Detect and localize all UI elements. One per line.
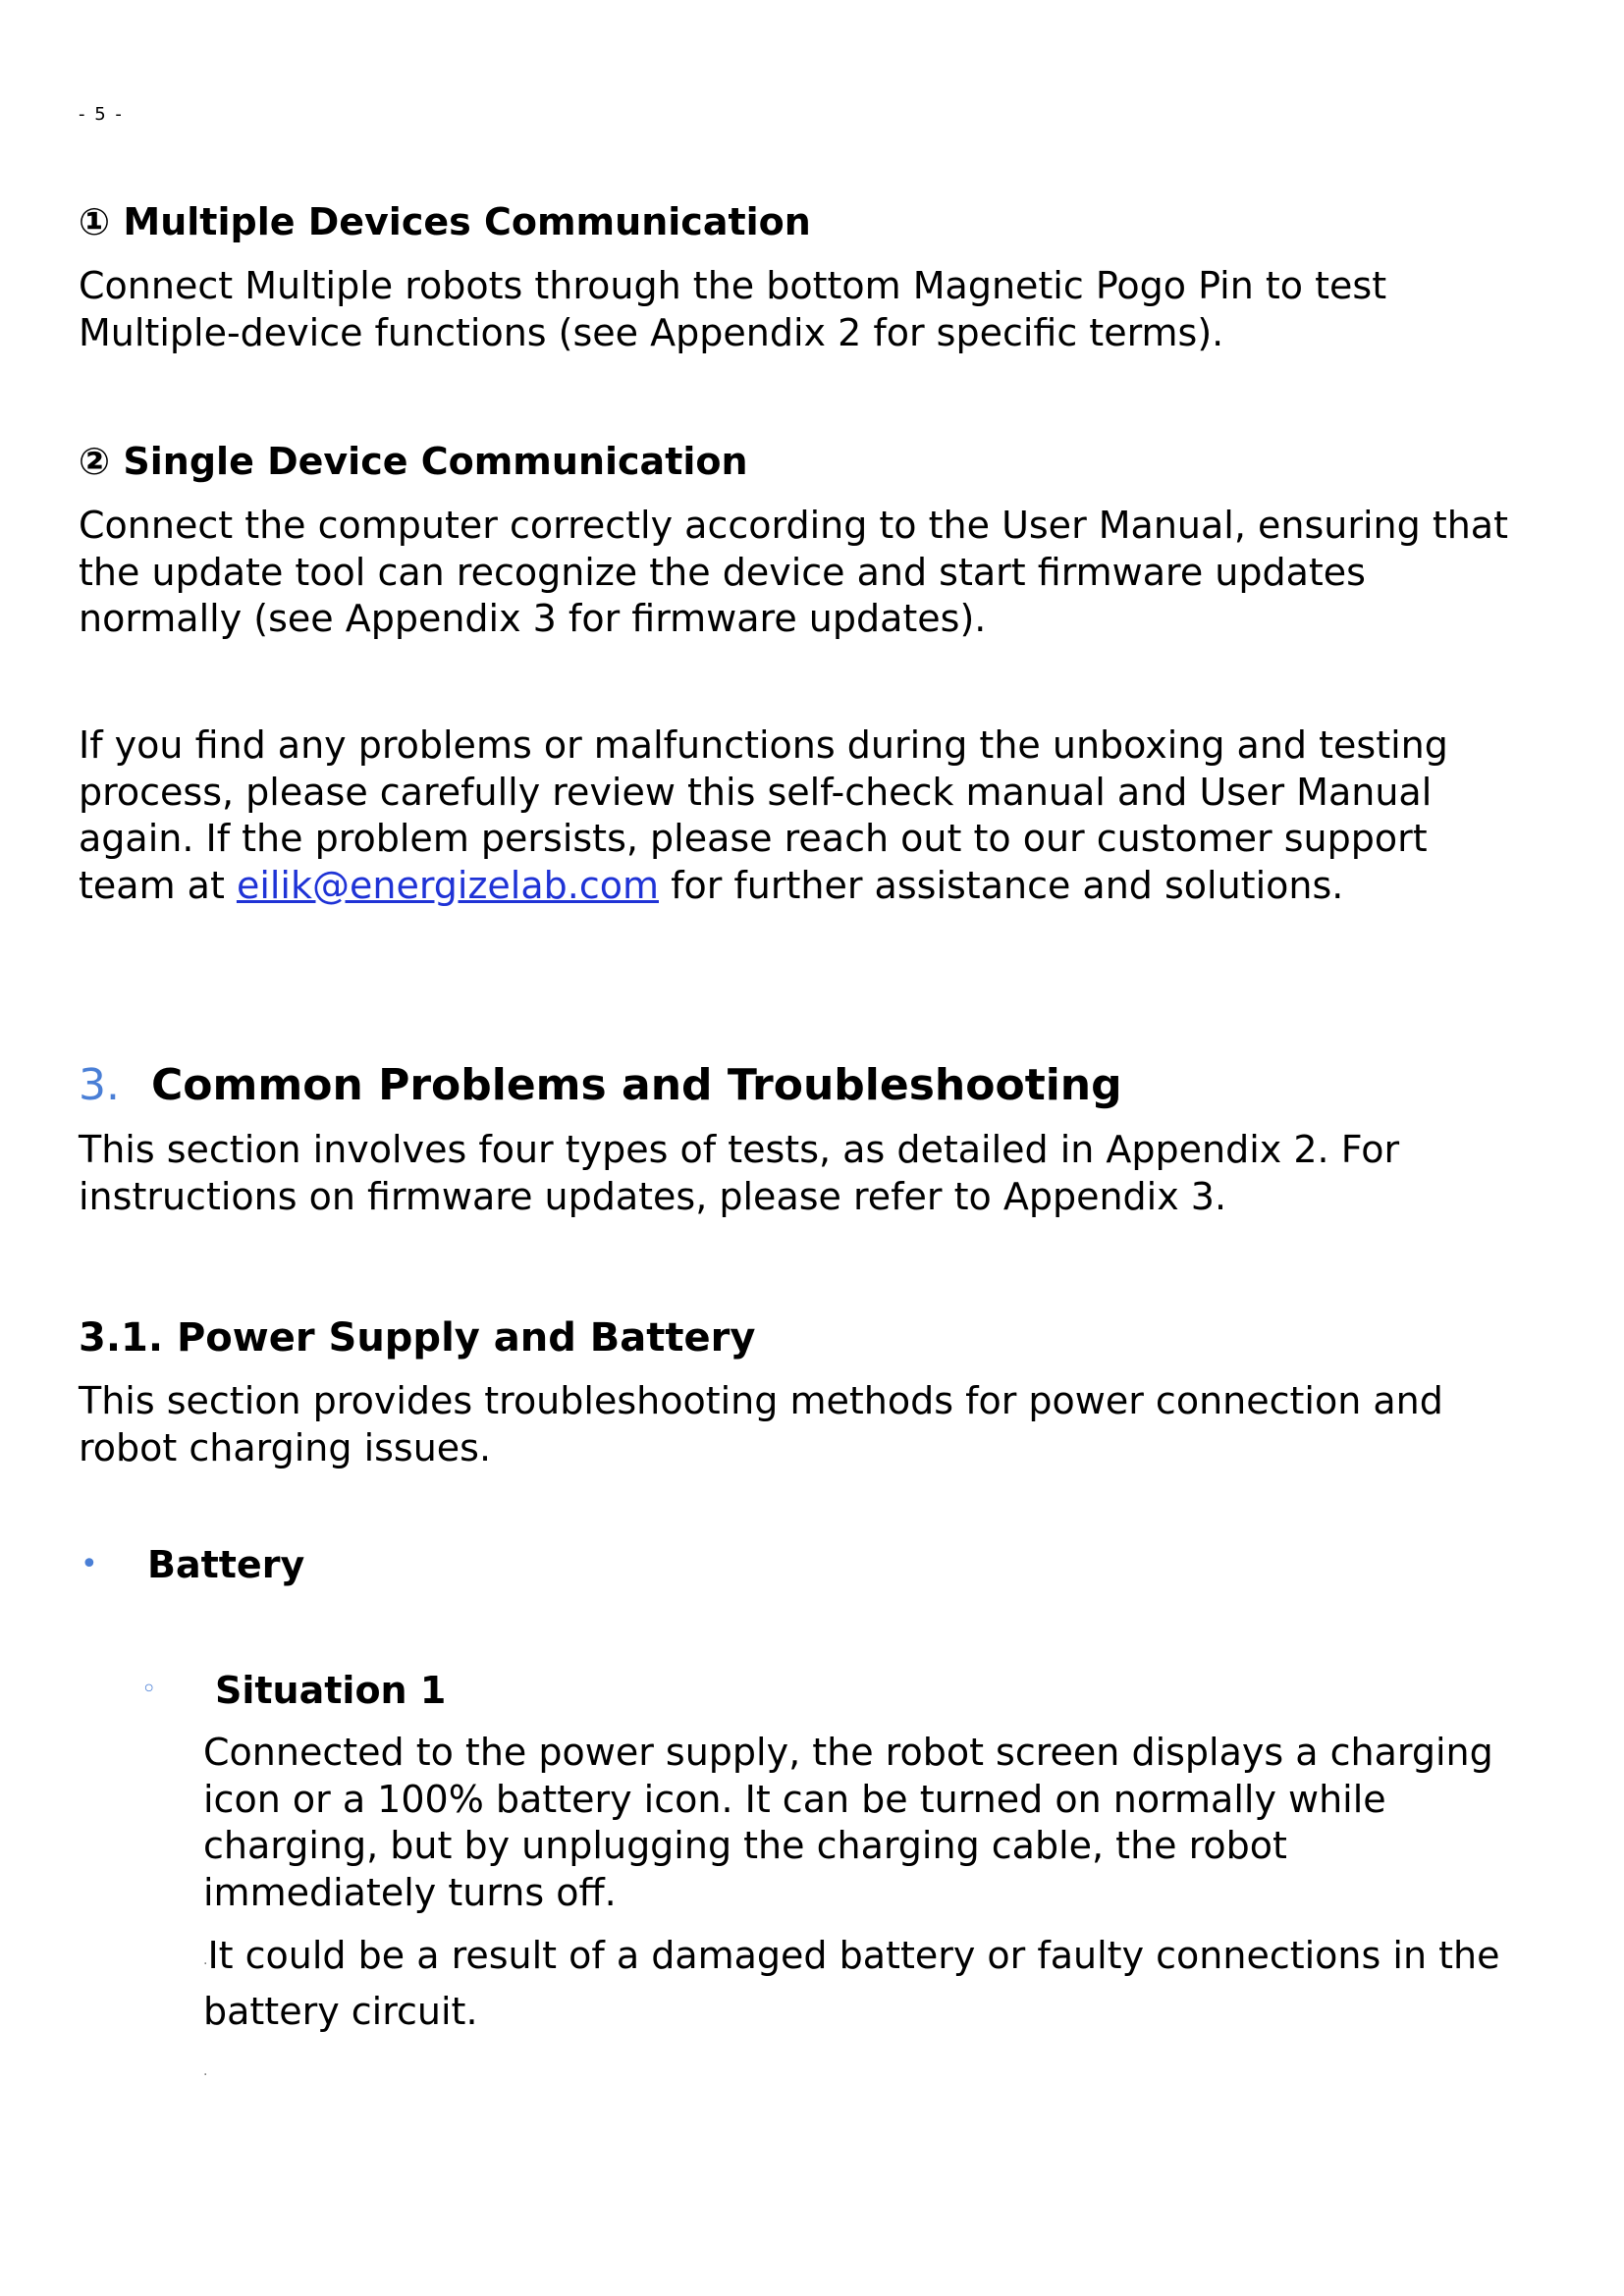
paragraph-line: normally (see Appendix 3 for firmware updates). [79, 597, 987, 640]
decorative-dot-icon: · [203, 2067, 208, 2083]
paragraph-line: Connect the computer correctly according to the User Manual, ensuring that [79, 504, 1508, 547]
paragraph-line: immediately turns off. [203, 1870, 617, 1914]
paragraph-line: Multiple-device functions (see Appendix 2 for specific terms). [79, 310, 1224, 354]
decorative-dot-icon: · [203, 1956, 208, 1972]
paragraph-line: ·It could be a result of a damaged battery or faulty connections in the [203, 1934, 1500, 1977]
paragraph-line: This section provides troubleshooting methods for power connection and [79, 1379, 1443, 1422]
section-3-heading [79, 1060, 1122, 1111]
situation-1-cause [203, 1933, 1499, 2035]
paragraph-line: This section involves four types of tests, as detailed in Appendix 2. For [79, 1128, 1400, 1171]
page-number: - 5 - [79, 104, 124, 125]
paragraph-line: instructions on firmware updates, please refer to Appendix 3. [79, 1174, 1227, 1218]
support-paragraph [79, 722, 1448, 909]
situation-1-label: Situation 1 [215, 1669, 447, 1712]
paragraph-line: Connected to the power supply, the robot screen displays a charging [203, 1731, 1493, 1774]
line-suffix: for further assistance and solutions. [659, 863, 1344, 907]
support-email-link[interactable]: eilik@energizelab.com [236, 863, 659, 907]
paragraph-line: the update tool can recognize the device and start firmware updates [79, 550, 1366, 594]
section-3-paragraph [79, 1127, 1399, 1220]
paragraph-line: again. If the problem persists, please reach out to our customer support [79, 817, 1428, 860]
paragraph-line [79, 863, 1448, 910]
paragraph-line: Connect Multiple robots through the bottom Magnetic Pogo Pin to test [79, 264, 1387, 307]
sub-bullet-icon: ◦ [141, 1675, 157, 1704]
paragraph-line: If you find any problems or malfunctions during the unboxing and testing [79, 723, 1448, 767]
paragraph-line: battery circuit. [203, 1989, 478, 2033]
multi-device-paragraph [79, 263, 1386, 356]
section-3-1-heading: 3.1. Power Supply and Battery [79, 1315, 756, 1361]
bullet-icon: • [81, 1547, 98, 1581]
line-prefix: team at [79, 863, 237, 907]
section-3-1-paragraph [79, 1378, 1443, 1471]
paragraph-line: robot charging issues. [79, 1425, 492, 1469]
multi-device-heading: ① Multiple Devices Communication [79, 200, 811, 243]
single-device-heading: ② Single Device Communication [79, 440, 748, 483]
single-device-paragraph [79, 503, 1508, 643]
section-title: Common Problems and Troubleshooting [151, 1060, 1122, 1110]
paragraph-line: icon or a 100% battery icon. It can be turned on normally while [203, 1777, 1386, 1821]
section-number: 3. [79, 1060, 120, 1110]
situation-1-description [203, 1730, 1493, 1916]
battery-label: Battery [147, 1543, 305, 1586]
paragraph-line: process, please carefully review this self-check manual and User Manual [79, 770, 1433, 814]
paragraph-line: charging, but by unplugging the charging cable, the robot [203, 1824, 1287, 1867]
